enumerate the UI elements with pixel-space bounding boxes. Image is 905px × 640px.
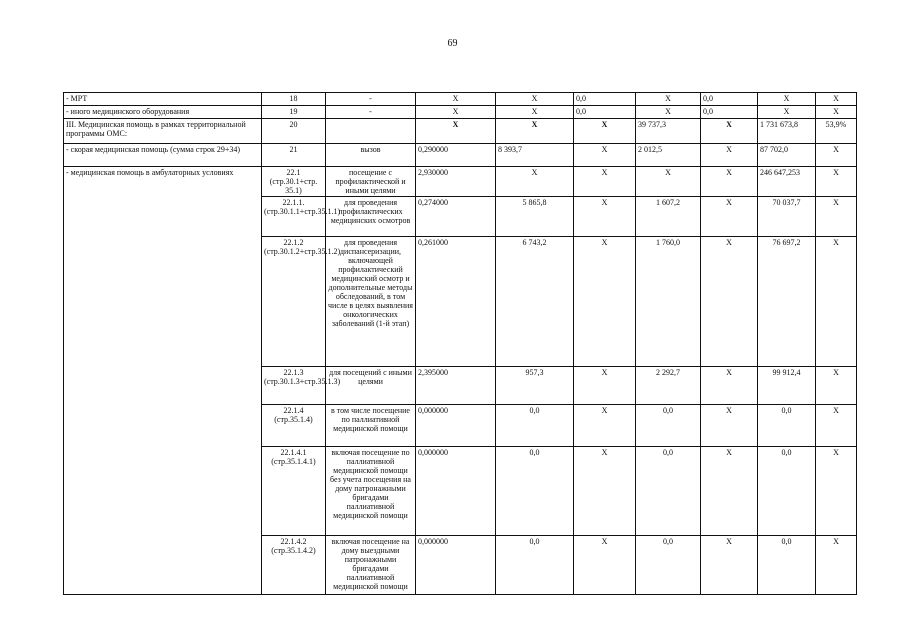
value-cell: Х bbox=[701, 405, 758, 447]
value-cell: Х bbox=[701, 119, 758, 144]
value-cell: 0,290000 bbox=[416, 144, 496, 167]
unit-cell: в том числе посещение по паллиативной медицинской помощи bbox=[326, 405, 416, 447]
value-cell: Х bbox=[416, 106, 496, 119]
unit-cell: для посещений с иными целями bbox=[326, 367, 416, 405]
value-cell: Х bbox=[496, 119, 574, 144]
value-cell: 2 012,5 bbox=[636, 144, 701, 167]
value-cell: 0,0 bbox=[574, 106, 636, 119]
value-cell: 0,274000 bbox=[416, 197, 496, 237]
value-cell: Х bbox=[636, 106, 701, 119]
row-name-cell: III. Медицинская помощь в рамках территориальной программы ОМС: bbox=[64, 119, 262, 144]
row-name-cell: - МРТ bbox=[64, 93, 262, 106]
unit-cell: включая посещение по паллиативной медицинской помощи без учета посещения на дому патронажными бригадами паллиативной медицинской помощи bbox=[326, 447, 416, 536]
value-cell: Х bbox=[574, 405, 636, 447]
value-cell: 0,0 bbox=[574, 93, 636, 106]
value-cell: 0,0 bbox=[636, 405, 701, 447]
line-number-cell: 22.1.2 (стр.30.1.2+стр.35.1.2) bbox=[262, 237, 326, 367]
value-cell: Х bbox=[816, 405, 857, 447]
value-cell: 0,0 bbox=[758, 447, 816, 536]
page-number: 69 bbox=[447, 38, 458, 49]
value-cell: 0,000000 bbox=[416, 447, 496, 536]
value-cell: 6 743,2 bbox=[496, 237, 574, 367]
value-cell: Х bbox=[816, 197, 857, 237]
value-cell: Х bbox=[816, 144, 857, 167]
unit-cell: посещение с профилактической и иными целями bbox=[326, 167, 416, 197]
value-cell: 5 865,8 bbox=[496, 197, 574, 237]
value-cell: Х bbox=[816, 447, 857, 536]
row-name-cell: - иного медицинского оборудования bbox=[64, 106, 262, 119]
value-cell: 1 731 673,8 bbox=[758, 119, 816, 144]
table-row bbox=[64, 106, 857, 119]
unit-cell: - bbox=[326, 106, 416, 119]
value-cell: Х bbox=[701, 536, 758, 595]
value-cell: 957,3 bbox=[496, 367, 574, 405]
value-cell: Х bbox=[701, 197, 758, 237]
value-cell: 2,930000 bbox=[416, 167, 496, 197]
value-cell: Х bbox=[816, 106, 857, 119]
line-number-cell: 18 bbox=[262, 93, 326, 106]
value-cell: 0,261000 bbox=[416, 237, 496, 367]
value-cell: 0,0 bbox=[496, 447, 574, 536]
value-cell: Х bbox=[574, 447, 636, 536]
value-cell: Х bbox=[574, 144, 636, 167]
value-cell: Х bbox=[701, 237, 758, 367]
value-cell: Х bbox=[496, 167, 574, 197]
value-cell: 0,0 bbox=[496, 405, 574, 447]
value-cell: 0,000000 bbox=[416, 405, 496, 447]
value-cell: 99 912,4 bbox=[758, 367, 816, 405]
value-cell: 53,9% bbox=[816, 119, 857, 144]
line-number-cell: 22.1.1. (стр.30.1.1+стр.35.1.1) bbox=[262, 197, 326, 237]
value-cell: 76 697,2 bbox=[758, 237, 816, 367]
value-cell: Х bbox=[701, 367, 758, 405]
value-cell: 246 647,253 bbox=[758, 167, 816, 197]
value-cell: Х bbox=[701, 447, 758, 536]
unit-cell: для проведения диспансеризации, включающей профилактический медицинский осмотр и дополнительные методы обследований, в том числе в целях выявления онкологических заболеваний (1-й этап) bbox=[326, 237, 416, 367]
table-row bbox=[64, 119, 857, 144]
value-cell: Х bbox=[636, 167, 701, 197]
value-cell: 70 037,7 bbox=[758, 197, 816, 237]
value-cell: 2 292,7 bbox=[636, 367, 701, 405]
value-cell: Х bbox=[574, 119, 636, 144]
value-cell: Х bbox=[574, 367, 636, 405]
value-cell: Х bbox=[701, 167, 758, 197]
line-number-cell: 22.1.4 (стр.35.1.4) bbox=[262, 405, 326, 447]
medical-care-table bbox=[63, 92, 857, 595]
unit-cell: включая посещение на дому выездными патронажными бригадами паллиативной медицинской помощи bbox=[326, 536, 416, 595]
value-cell: Х bbox=[758, 93, 816, 106]
row-name-cell: - скорая медицинская помощь (сумма строк 29+34) bbox=[64, 144, 262, 167]
value-cell: Х bbox=[758, 106, 816, 119]
value-cell: 0,0 bbox=[496, 536, 574, 595]
unit-cell bbox=[326, 119, 416, 144]
value-cell: Х bbox=[574, 167, 636, 197]
value-cell: Х bbox=[574, 237, 636, 367]
value-cell: Х bbox=[574, 536, 636, 595]
value-cell: 0,0 bbox=[701, 93, 758, 106]
value-cell: Х bbox=[701, 144, 758, 167]
value-cell: 87 702,0 bbox=[758, 144, 816, 167]
value-cell: Х bbox=[416, 119, 496, 144]
value-cell: 0,0 bbox=[636, 447, 701, 536]
value-cell: 39 737,3 bbox=[636, 119, 701, 144]
unit-cell: для проведения профилактических медицинских осмотров bbox=[326, 197, 416, 237]
line-number-cell: 22.1.3 (стр.30.1.3+стр.35.1.3) bbox=[262, 367, 326, 405]
value-cell: 0,0 bbox=[636, 536, 701, 595]
value-cell: 1 607,2 bbox=[636, 197, 701, 237]
line-number-cell: 21 bbox=[262, 144, 326, 167]
value-cell: 2,395000 bbox=[416, 367, 496, 405]
value-cell: Х bbox=[816, 93, 857, 106]
unit-cell: - bbox=[326, 93, 416, 106]
value-cell: 0,000000 bbox=[416, 536, 496, 595]
table-row bbox=[64, 144, 857, 167]
line-number-cell: 22.1 (стр.30.1+стр. 35.1) bbox=[262, 167, 326, 197]
value-cell: 0,0 bbox=[758, 536, 816, 595]
value-cell: Х bbox=[816, 536, 857, 595]
line-number-cell: 22.1.4.1 (стр.35.1.4.1) bbox=[262, 447, 326, 536]
line-number-cell: 19 bbox=[262, 106, 326, 119]
line-number-cell: 22.1.4.2 (стр.35.1.4.2) bbox=[262, 536, 326, 595]
value-cell: 0,0 bbox=[701, 106, 758, 119]
value-cell: Х bbox=[816, 167, 857, 197]
value-cell: Х bbox=[416, 93, 496, 106]
value-cell: Х bbox=[496, 106, 574, 119]
unit-cell: вызов bbox=[326, 144, 416, 167]
table-row bbox=[64, 93, 857, 106]
value-cell: Х bbox=[574, 197, 636, 237]
value-cell: 1 760,0 bbox=[636, 237, 701, 367]
value-cell: Х bbox=[816, 367, 857, 405]
row-name-cell: - медицинская помощь в амбулаторных условиях bbox=[64, 167, 262, 595]
value-cell: 8 393,7 bbox=[496, 144, 574, 167]
value-cell: Х bbox=[636, 93, 701, 106]
value-cell: Х bbox=[816, 237, 857, 367]
table-row bbox=[64, 167, 857, 197]
line-number-cell: 20 bbox=[262, 119, 326, 144]
value-cell: Х bbox=[496, 93, 574, 106]
value-cell: 0,0 bbox=[758, 405, 816, 447]
